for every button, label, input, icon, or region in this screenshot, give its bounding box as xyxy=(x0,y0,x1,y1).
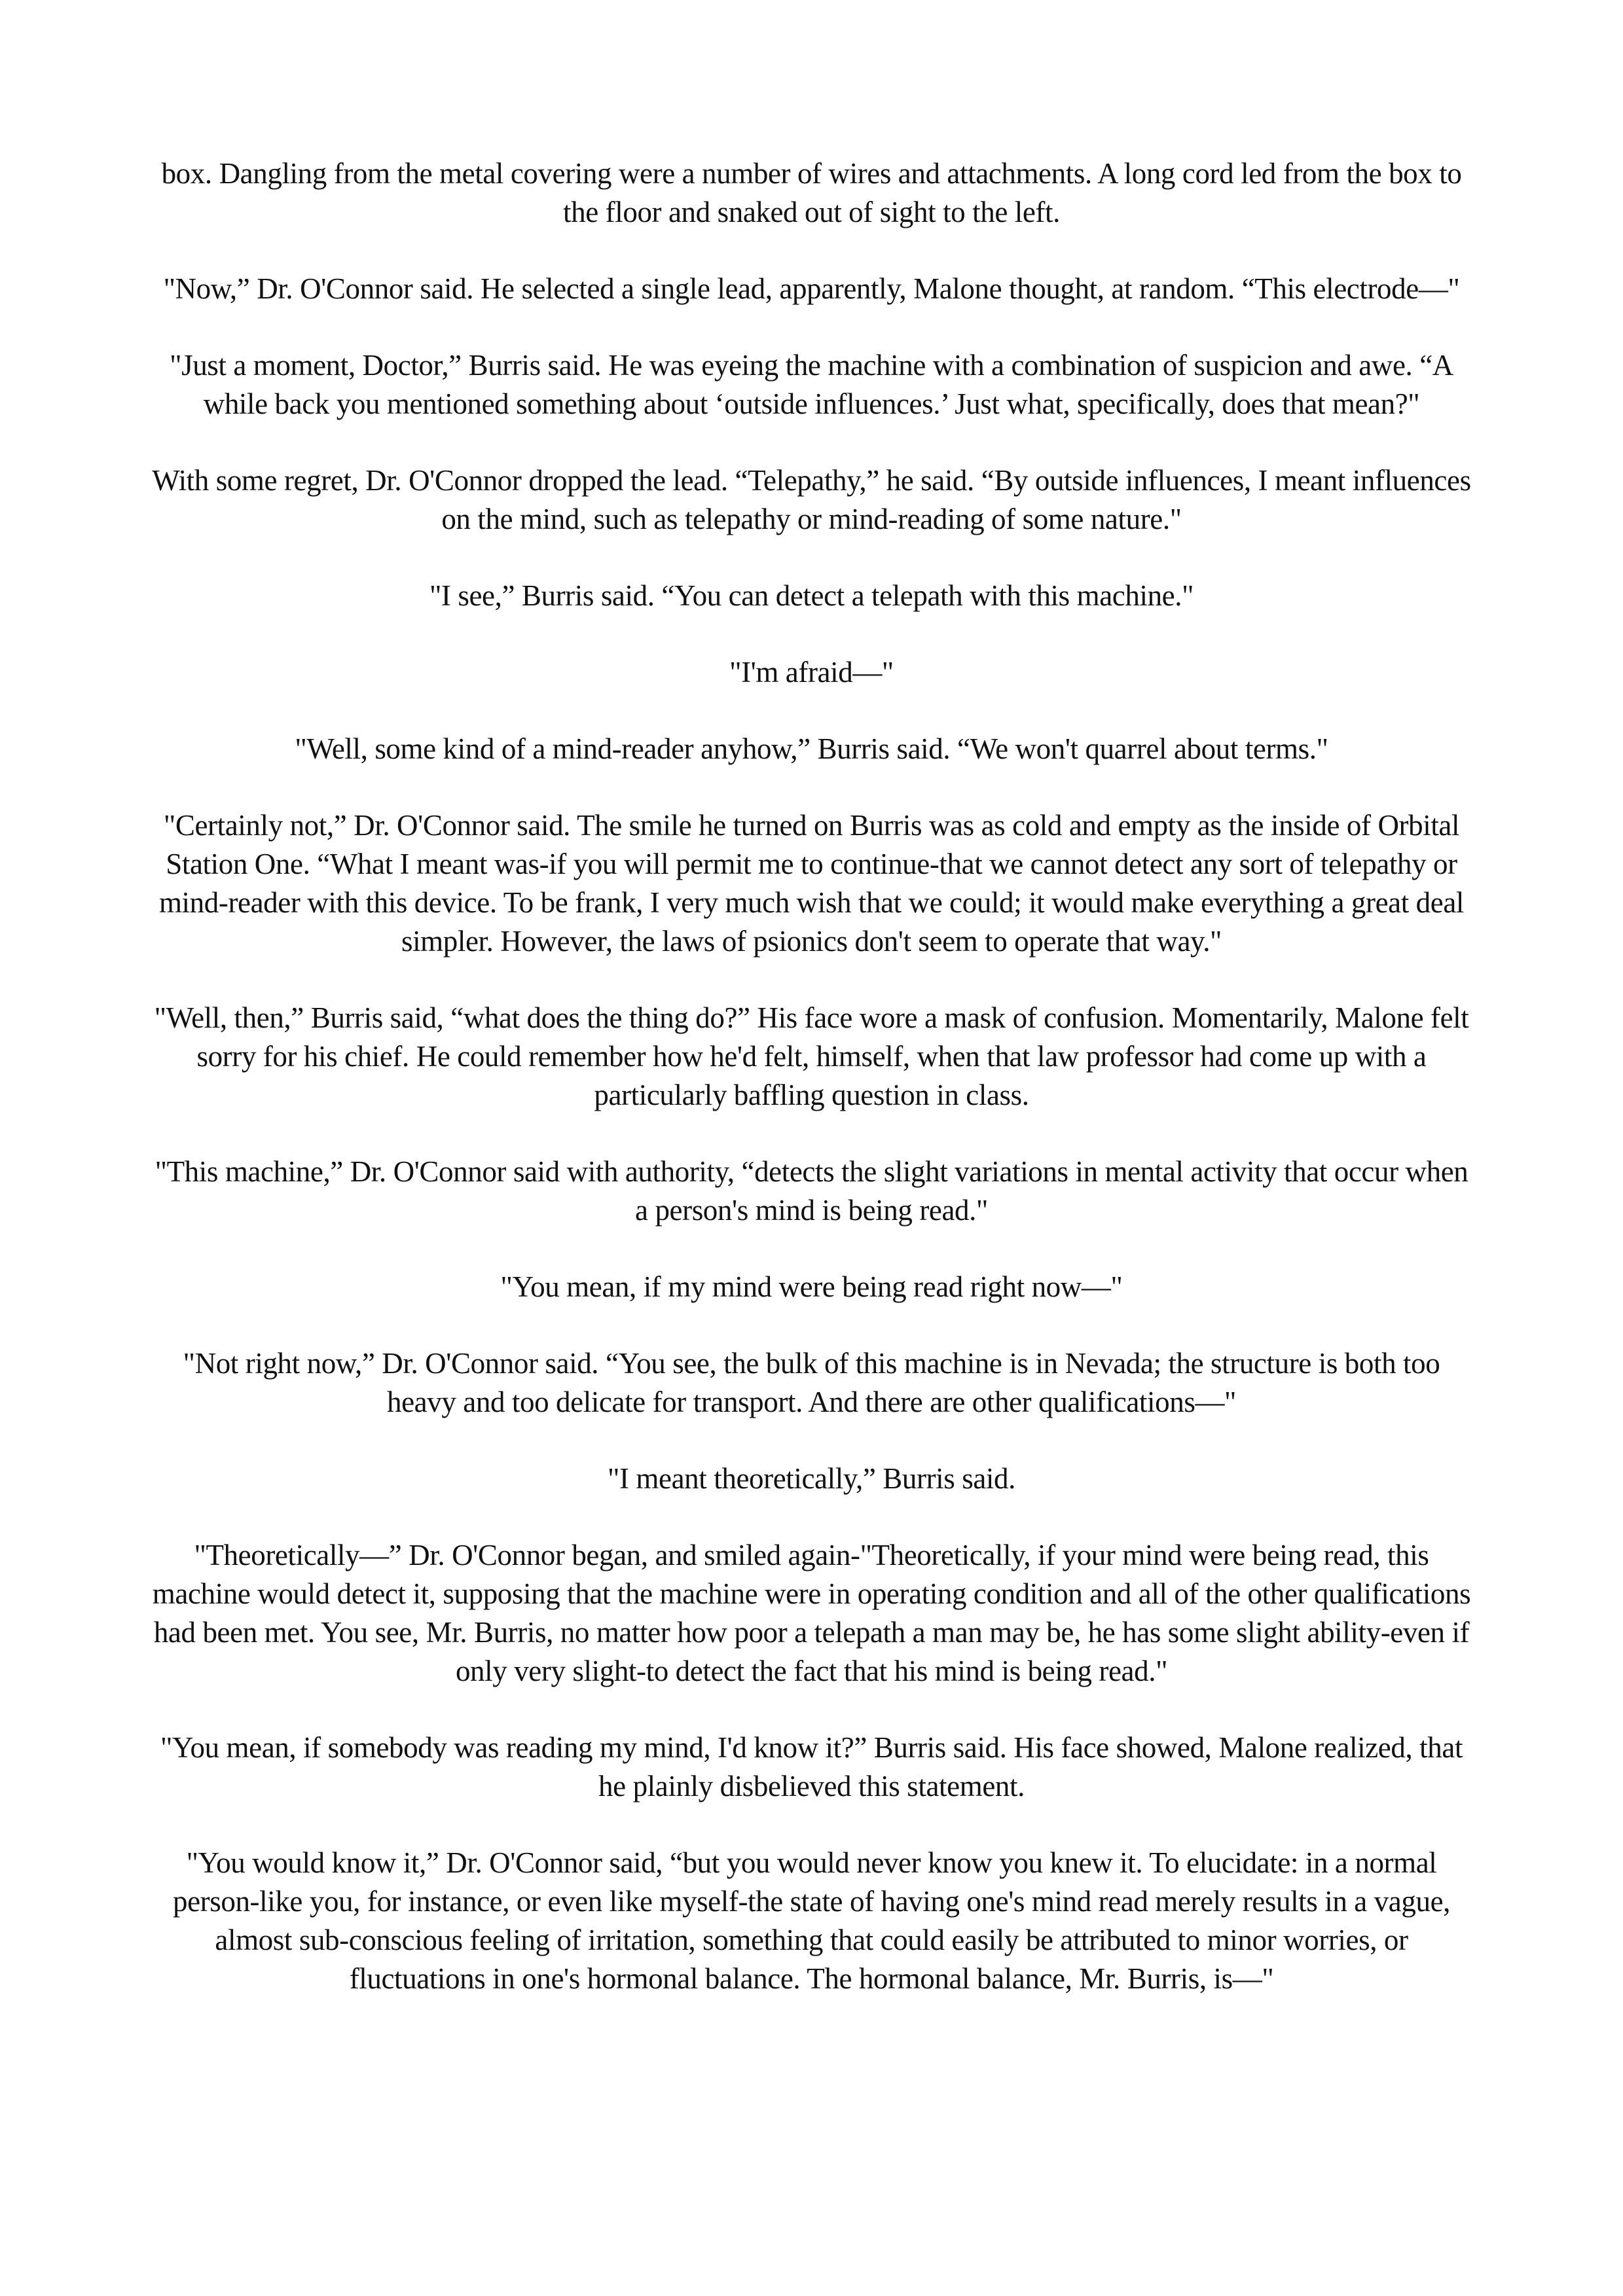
paragraph: With some regret, Dr. O'Connor dropped the lead. “Telepathy,” he said. “By outside influences, I meant influences on the mind, such as telepathy or mind-reading of some nature." xyxy=(152,464,1471,535)
paragraph: "I see,” Burris said. “You can detect a telepath with this machine." xyxy=(429,579,1194,612)
paragraph: "Just a moment, Doctor,” Burris said. He was eyeing the machine with a combination of suspicion and awe. “A while back you mentioned something about ‘outside influences.’ Just what, specifically, does that mean?" xyxy=(170,349,1453,420)
paragraph: "You mean, if somebody was reading my mind, I'd know it?” Burris said. His face showed, Malone realized, that he plainly disbelieved this statement. xyxy=(160,1731,1463,1803)
paragraph: "You mean, if my mind were being read right now—" xyxy=(500,1270,1123,1303)
paragraph: "I'm afraid—" xyxy=(729,656,894,689)
paragraph: "Well, then,” Burris said, “what does the thing do?” His face wore a mask of confusion. Momentarily, Malone felt sorry for his chief. He could remember how he'd felt, himself, when that law professor had come up with a particularly baffling question in class. xyxy=(154,1001,1469,1111)
paragraph: "Well, some kind of a mind-reader anyhow,” Burris said. “We won't quarrel about terms." xyxy=(295,732,1328,765)
paragraph: "Theoretically—” Dr. O'Connor began, and smiled again-"Theoretically, if your mind were being read, this machine would detect it, supposing that the machine were in operating condition and all of the other qualifications had been met. You see, Mr. Burris, no matter how poor a telepath a man may be, he has some slight ability-even if only very slight-to detect the fact that his mind is being read." xyxy=(152,1539,1471,1687)
paragraph: "This machine,” Dr. O'Connor said with authority, “detects the slight variations in mental activity that occur when a person's mind is being read." xyxy=(155,1155,1468,1227)
paragraph: "Not right now,” Dr. O'Connor said. “You see, the bulk of this machine is in Nevada; the structure is both too heavy and too delicate for transport. And there are other qualifications—" xyxy=(183,1347,1440,1418)
paragraph: "You would know it,” Dr. O'Connor said, “but you would never know you knew it. To elucidate: in a normal person-like you, for instance, or even like myself-the state of having one's mind read merely results in a vague, almost sub-conscious feeling of irritation, something that could easily be attributed to minor worries, or fluctuations in one's hormonal balance. The hormonal balance, Mr. Burris, is—" xyxy=(172,1846,1451,1995)
paragraph: box. Dangling from the metal covering were a number of wires and attachments. A long cord led from the box to the floor and snaked out of sight to the left. xyxy=(161,157,1462,228)
paragraph: "Now,” Dr. O'Connor said. He selected a single lead, apparently, Malone thought, at random. “This electrode—" xyxy=(163,272,1460,305)
paragraph: "I meant theoretically,” Burris said. xyxy=(608,1462,1015,1495)
paragraph: "Certainly not,” Dr. O'Connor said. The smile he turned on Burris was as cold and empty as the inside of Orbital Station One. “What I meant was-if you will permit me to continue-that we cannot detect any sort of telepathy or mind-reader with this device. To be frank, I very much wish that we could; it would make everything a great deal simpler. However, the laws of psionics don't seem to operate that way." xyxy=(158,809,1465,958)
